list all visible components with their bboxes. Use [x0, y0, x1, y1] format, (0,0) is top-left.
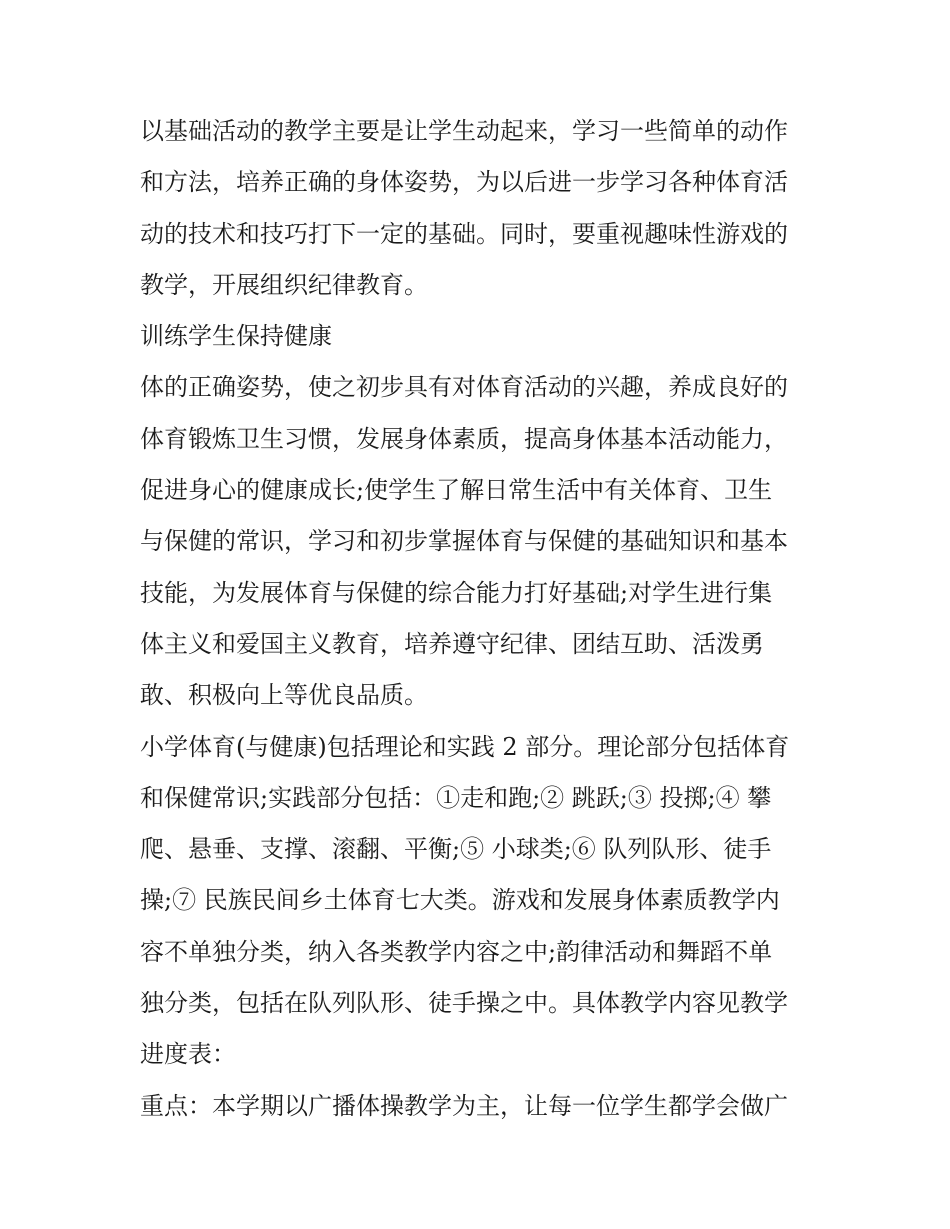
- text-line: 爬、悬垂、支撑、滚翻、平衡;⑤ 小球类;⑥ 队列队形、徒手: [140, 835, 772, 864]
- text-line: 容不单独分类，纳入各类教学内容之中;韵律活动和舞蹈不单: [140, 937, 773, 966]
- text-line: 技能，为发展体育与保健的综合能力打好基础;对学生进行集: [140, 578, 773, 607]
- document-body: [140, 106, 820, 1132]
- text-line: 和保健常识;实践部分包括：①走和跑;② 跳跃;③ 投掷;④ 攀: [140, 783, 772, 812]
- section-heading: 训练学生保持健康: [140, 322, 332, 351]
- text-line: 以基础活动的教学主要是让学生动起来，学习一些简单的动作: [140, 117, 788, 145]
- text-line: 动的技术和技巧打下一定的基础。同时，要重视趣味性游戏的: [140, 219, 788, 248]
- text-line: 独分类，包括在队列队形、徒手操之中。具体教学内容见教学: [140, 989, 788, 1018]
- text-line: 敢、积极向上等优良品质。: [140, 681, 428, 710]
- text-line: 进度表：: [140, 1040, 236, 1069]
- text-line: 重点：本学期以广播体操教学为主，让每一位学生都学会做广: [140, 1091, 788, 1120]
- text-line: 促进身心的健康成长;使学生了解日常生活中有关体育、卫生: [140, 476, 773, 505]
- text-line: 小学体育(与健康)包括理论和实践 2 部分。理论部分包括体育: [140, 732, 790, 761]
- text-line: 体主义和爱国主义教育，培养遵守纪律、团结互助、活泼勇: [140, 629, 764, 658]
- text-line: 与保健的常识，学习和初步掌握体育与保健的基础知识和基本: [140, 527, 788, 556]
- text-line: 体育锻炼卫生习惯，发展身体素质，提高身体基本活动能力，: [140, 424, 788, 453]
- text-line: 和方法，培养正确的身体姿势，为以后进一步学习各种体育活: [140, 168, 788, 197]
- text-line: 教学，开展组织纪律教育。: [140, 270, 428, 299]
- text-line: 操;⑦ 民族民间乡土体育七大类。游戏和发展身体素质教学内: [140, 886, 780, 915]
- text-line: 体的正确姿势，使之初步具有对体育活动的兴趣，养成良好的: [140, 373, 788, 402]
